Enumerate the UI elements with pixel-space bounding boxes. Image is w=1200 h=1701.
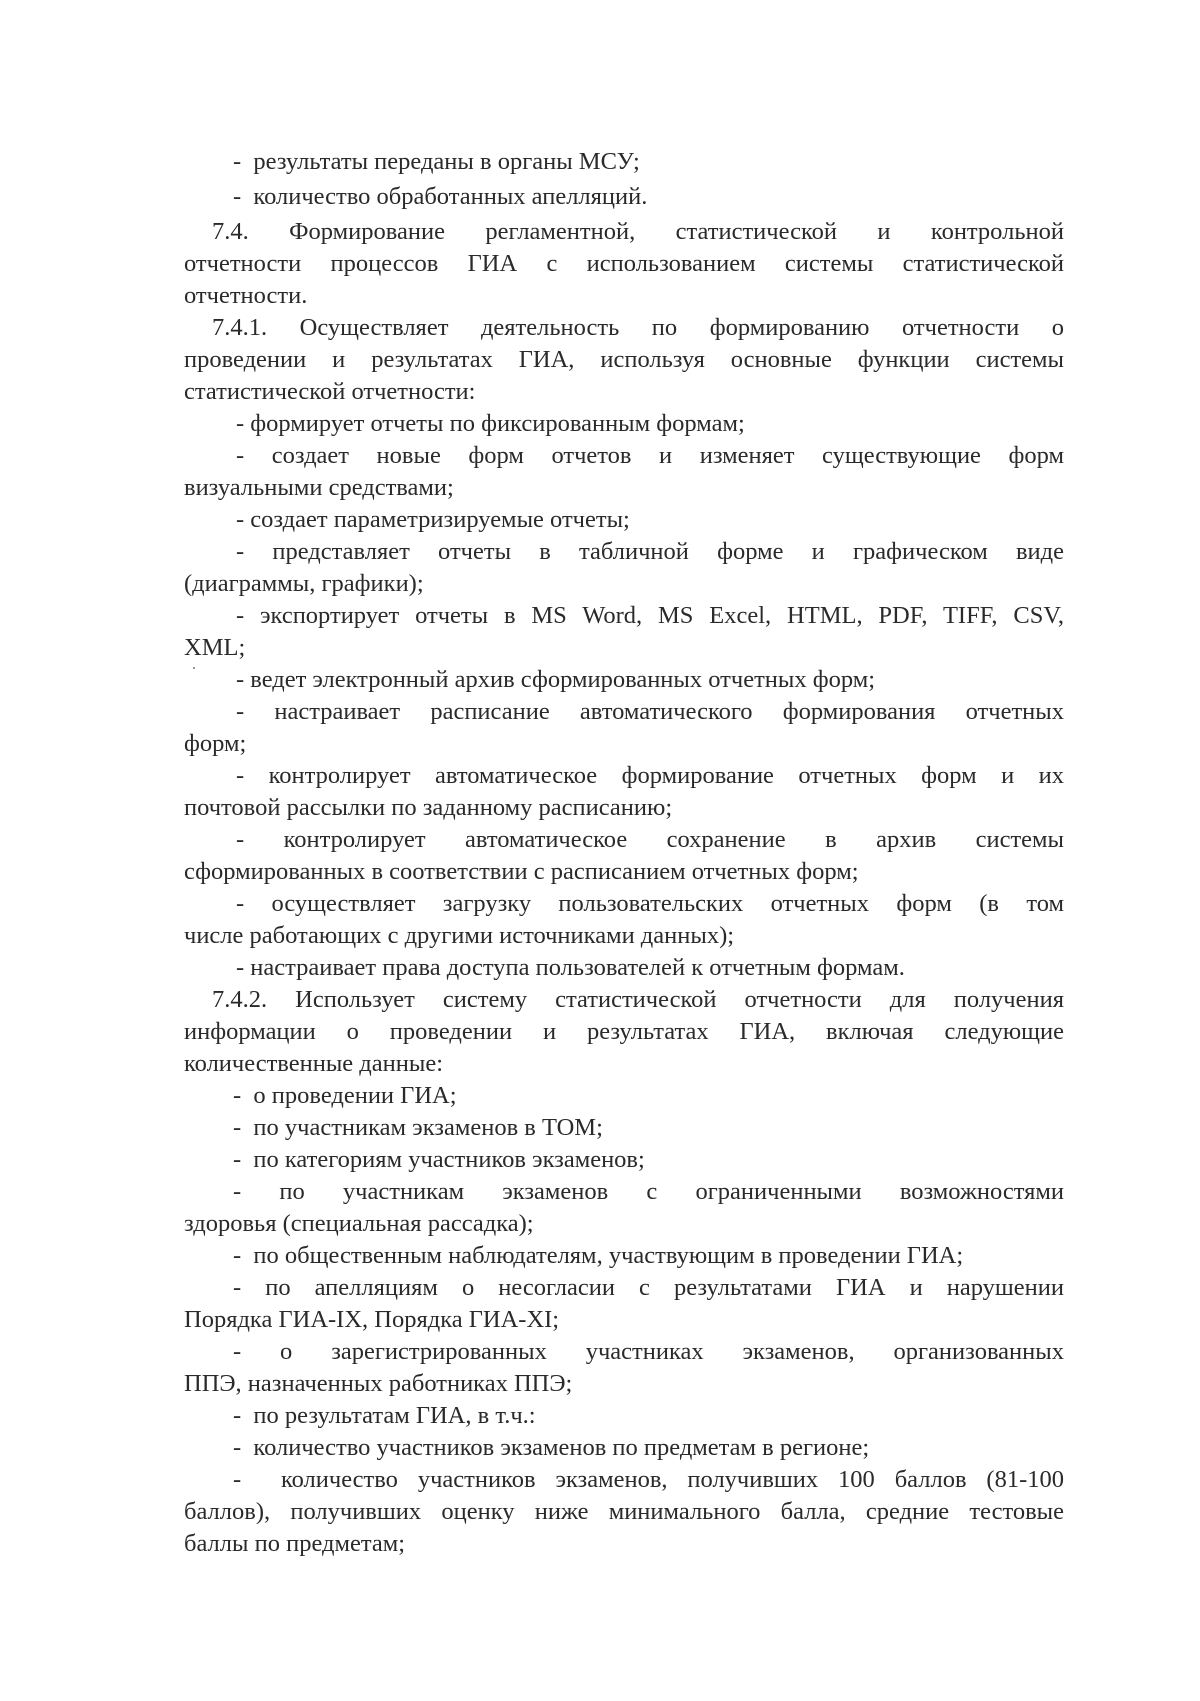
list-item-participants-tom: - по участникам экзаменов в ТОМ; [233, 1114, 603, 1141]
list-item-table-graphic-line2: (диаграммы, графики); [184, 570, 424, 597]
list-item-registered-line2: ППЭ, назначенных работниках ППЭ; [184, 1370, 573, 1397]
list-item-categories: - по категориям участников экзаменов; [233, 1146, 645, 1173]
paragraph-7-4-1: 7.4.1. Осуществляет деятельность по формированию отчетности о [212, 314, 1064, 341]
paragraph-7-4-2-line3: количественные данные: [184, 1050, 443, 1077]
list-item-export: - экспортирует отчеты в MS Word, MS Excel, HTML, PDF, TIFF, CSV, [236, 602, 1064, 629]
list-item-fixed-forms: - формирует отчеты по фиксированным формам; [236, 410, 745, 437]
list-item-count-100: - количество участников экзаменов, получивших 100 баллов (81-100 [233, 1466, 1064, 1493]
scan-speck [193, 667, 195, 669]
list-item-auto-control: - контролирует автоматическое формирование отчетных форм и их [236, 762, 1064, 789]
list-item-count-region: - количество участников экзаменов по предметам в регионе; [233, 1434, 870, 1461]
list-item-count-100-line2: баллов), получивших оценку ниже минимального балла, средние тестовые [184, 1498, 1064, 1525]
list-item-user-forms-line2: числе работающих с другими источниками данных); [184, 922, 735, 949]
list-item-results-transferred: - результаты переданы в органы МСУ; [233, 148, 640, 175]
list-item-access-rights: - настраивает права доступа пользователей к отчетным формам. [236, 954, 905, 981]
list-item-appeals-processed: - количество обработанных апелляций. [233, 183, 648, 210]
list-item-conduct: - о проведении ГИА; [233, 1082, 457, 1109]
list-item-export-line2: XML; [184, 634, 246, 661]
paragraph-7-4-1-line3: статистической отчетности: [184, 378, 476, 405]
list-item-auto-control-line2: почтовой рассылки по заданному расписанию; [184, 794, 673, 821]
list-item-count-100-line3: баллы по предметам; [184, 1530, 406, 1557]
list-item-disabilities: - по участникам экзаменов с ограниченными возможностями [233, 1178, 1064, 1205]
list-item-new-forms-line2: визуальными средствами; [184, 474, 454, 501]
list-item-results: - по результатам ГИА, в т.ч.: [233, 1402, 536, 1429]
list-item-observers: - по общественным наблюдателям, участвующим в проведении ГИА; [233, 1242, 964, 1269]
section-7-4-heading-line2: отчетности процессов ГИА с использованием системы статистической [184, 250, 1064, 277]
section-7-4-heading-line3: отчетности. [184, 282, 308, 309]
list-item-appeals-line2: Порядка ГИА-IX, Порядка ГИА-XI; [184, 1306, 560, 1333]
list-item-auto-save-line2: сформированных в соответствии с расписанием отчетных форм; [184, 858, 859, 885]
paragraph-7-4-2-line2: информации о проведении и результатах ГИА, включая следующие [184, 1018, 1064, 1045]
list-item-registered: - о зарегистрированных участниках экзаменов, организованных [233, 1338, 1064, 1365]
list-item-disabilities-line2: здоровья (специальная рассадка); [184, 1210, 534, 1237]
list-item-auto-save: - контролирует автоматическое сохранение в архив системы [236, 826, 1064, 853]
list-item-table-graphic: - представляет отчеты в табличной форме и графическом виде [236, 538, 1064, 565]
list-item-new-forms: - создает новые форм отчетов и изменяет существующие форм [236, 442, 1064, 469]
list-item-schedule: - настраивает расписание автоматического формирования отчетных [236, 698, 1064, 725]
list-item-archive: - ведет электронный архив сформированных отчетных форм; [236, 666, 876, 693]
list-item-appeals: - по апелляциям о несогласии с результатами ГИА и нарушении [233, 1274, 1064, 1301]
section-7-4-heading: 7.4. Формирование регламентной, статистической и контрольной [212, 218, 1064, 245]
list-item-parametrized-reports: - создает параметризируемые отчеты; [236, 506, 630, 533]
paragraph-7-4-1-line2: проведении и результатах ГИА, используя основные функции системы [184, 346, 1064, 373]
list-item-user-forms: - осуществляет загрузку пользовательских отчетных форм (в том [236, 890, 1064, 917]
list-item-schedule-line2: форм; [184, 730, 247, 757]
paragraph-7-4-2: 7.4.2. Использует систему статистической отчетности для получения [212, 986, 1064, 1013]
